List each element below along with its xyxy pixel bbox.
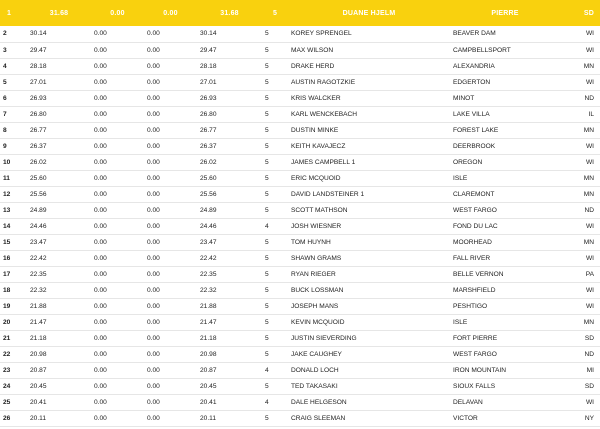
rank-cell: 17 bbox=[0, 266, 27, 282]
score-1-cell: 26.93 bbox=[27, 90, 91, 106]
rank-cell: 26 bbox=[0, 410, 27, 426]
score-1-cell: 29.47 bbox=[27, 42, 91, 58]
total-cell: 21.88 bbox=[197, 298, 262, 314]
state-cell: MN bbox=[560, 314, 600, 330]
state-cell: MN bbox=[560, 186, 600, 202]
state-cell: IL bbox=[560, 106, 600, 122]
events-cell: 5 bbox=[262, 90, 288, 106]
table-row bbox=[0, 26, 600, 42]
score-3-cell: 0.00 bbox=[144, 394, 197, 410]
score-1-cell: 25.56 bbox=[27, 186, 91, 202]
score-2-cell: 0.00 bbox=[91, 298, 144, 314]
angler-name-cell: JUSTIN SIEVERDING bbox=[288, 330, 450, 346]
angler-name-cell: JOSH WIESNER bbox=[288, 218, 450, 234]
score-1-cell: 24.46 bbox=[27, 218, 91, 234]
angler-name-cell: DAVID LANDSTEINER 1 bbox=[288, 186, 450, 202]
events-cell: 5 bbox=[262, 378, 288, 394]
state-cell: ND bbox=[560, 202, 600, 218]
score-3-cell: 0.00 bbox=[144, 330, 197, 346]
rank-cell: 19 bbox=[0, 298, 27, 314]
city-cell: VICTOR bbox=[450, 410, 560, 426]
rank-cell: 25 bbox=[0, 394, 27, 410]
angler-name-cell: KEVIN MCQUOID bbox=[288, 314, 450, 330]
score-1-cell: 21.88 bbox=[27, 298, 91, 314]
city-cell: WEST FARGO bbox=[450, 346, 560, 362]
angler-name-cell: ERIC MCQUOID bbox=[288, 170, 450, 186]
table-row bbox=[0, 282, 600, 298]
state-cell: SD bbox=[560, 378, 600, 394]
state-cell: WI bbox=[560, 282, 600, 298]
score-3-cell: 0.00 bbox=[144, 202, 197, 218]
table-row bbox=[0, 170, 600, 186]
score-3-cell: 0.00 bbox=[144, 218, 197, 234]
table-row bbox=[0, 346, 600, 362]
table-row bbox=[0, 330, 600, 346]
events-cell: 4 bbox=[262, 218, 288, 234]
table-row bbox=[0, 122, 600, 138]
score-3-cell: 0.00 bbox=[144, 298, 197, 314]
score-1-cell: 20.87 bbox=[27, 362, 91, 378]
score-2-cell: 0.00 bbox=[91, 282, 144, 298]
angler-name-cell: RYAN RIEGER bbox=[288, 266, 450, 282]
state-cell: WI bbox=[560, 42, 600, 58]
score-3-cell: 0.00 bbox=[144, 0, 197, 26]
events-cell: 5 bbox=[262, 330, 288, 346]
total-cell: 20.45 bbox=[197, 378, 262, 394]
angler-name-cell: DUANE HJELM bbox=[288, 0, 450, 26]
total-cell: 22.42 bbox=[197, 250, 262, 266]
rank-cell: 10 bbox=[0, 154, 27, 170]
score-3-cell: 0.00 bbox=[144, 154, 197, 170]
angler-name-cell: TOM HUYNH bbox=[288, 234, 450, 250]
score-3-cell: 0.00 bbox=[144, 138, 197, 154]
score-2-cell: 0.00 bbox=[91, 74, 144, 90]
score-3-cell: 0.00 bbox=[144, 26, 197, 42]
score-2-cell: 0.00 bbox=[91, 314, 144, 330]
score-3-cell: 0.00 bbox=[144, 106, 197, 122]
angler-name-cell: DONALD LOCH bbox=[288, 362, 450, 378]
score-2-cell: 0.00 bbox=[91, 330, 144, 346]
score-2-cell: 0.00 bbox=[91, 234, 144, 250]
angler-name-cell: DALE HELGESON bbox=[288, 394, 450, 410]
score-3-cell: 0.00 bbox=[144, 266, 197, 282]
score-2-cell: 0.00 bbox=[91, 154, 144, 170]
city-cell: ISLE bbox=[450, 170, 560, 186]
city-cell: ISLE bbox=[450, 314, 560, 330]
state-cell: WI bbox=[560, 298, 600, 314]
table-row bbox=[0, 410, 600, 426]
state-cell: SD bbox=[560, 0, 600, 26]
state-cell: WI bbox=[560, 394, 600, 410]
score-2-cell: 0.00 bbox=[91, 42, 144, 58]
table-row bbox=[0, 74, 600, 90]
city-cell: BELLE VERNON bbox=[450, 266, 560, 282]
city-cell: WEST FARGO bbox=[450, 202, 560, 218]
score-1-cell: 22.32 bbox=[27, 282, 91, 298]
rank-cell: 4 bbox=[0, 58, 27, 74]
rank-cell: 24 bbox=[0, 378, 27, 394]
score-3-cell: 0.00 bbox=[144, 186, 197, 202]
table-row bbox=[0, 106, 600, 122]
city-cell: DELAVAN bbox=[450, 394, 560, 410]
angler-name-cell: BUCK LOSSMAN bbox=[288, 282, 450, 298]
state-cell: ND bbox=[560, 90, 600, 106]
score-2-cell: 0.00 bbox=[91, 0, 144, 26]
angler-name-cell: KEITH KAVAJECZ bbox=[288, 138, 450, 154]
score-1-cell: 20.11 bbox=[27, 410, 91, 426]
total-cell: 20.11 bbox=[197, 410, 262, 426]
score-1-cell: 20.41 bbox=[27, 394, 91, 410]
total-cell: 26.93 bbox=[197, 90, 262, 106]
state-cell: ND bbox=[560, 346, 600, 362]
score-1-cell: 30.14 bbox=[27, 26, 91, 42]
rank-cell: 12 bbox=[0, 186, 27, 202]
score-1-cell: 23.47 bbox=[27, 234, 91, 250]
angler-name-cell: CRAIG SLEEMAN bbox=[288, 410, 450, 426]
events-cell: 5 bbox=[262, 106, 288, 122]
events-cell: 5 bbox=[262, 266, 288, 282]
events-cell: 5 bbox=[262, 154, 288, 170]
score-2-cell: 0.00 bbox=[91, 106, 144, 122]
angler-name-cell: JAKE CAUGHEY bbox=[288, 346, 450, 362]
total-cell: 30.14 bbox=[197, 26, 262, 42]
score-2-cell: 0.00 bbox=[91, 218, 144, 234]
angler-name-cell: SCOTT MATHSON bbox=[288, 202, 450, 218]
total-cell: 31.68 bbox=[197, 0, 262, 26]
score-1-cell: 28.18 bbox=[27, 58, 91, 74]
rank-cell: 13 bbox=[0, 202, 27, 218]
events-cell: 5 bbox=[262, 122, 288, 138]
state-cell: SD bbox=[560, 330, 600, 346]
rank-cell: 14 bbox=[0, 218, 27, 234]
table-row bbox=[0, 138, 600, 154]
rank-cell: 3 bbox=[0, 42, 27, 58]
table-row bbox=[0, 154, 600, 170]
score-1-cell: 22.42 bbox=[27, 250, 91, 266]
state-cell: PA bbox=[560, 266, 600, 282]
rank-cell: 23 bbox=[0, 362, 27, 378]
state-cell: MI bbox=[560, 362, 600, 378]
score-2-cell: 0.00 bbox=[91, 170, 144, 186]
angler-name-cell: DUSTIN MINKE bbox=[288, 122, 450, 138]
state-cell: WI bbox=[560, 250, 600, 266]
rank-cell: 22 bbox=[0, 346, 27, 362]
rank-cell: 15 bbox=[0, 234, 27, 250]
events-cell: 5 bbox=[262, 0, 288, 26]
score-3-cell: 0.00 bbox=[144, 410, 197, 426]
rank-cell: 20 bbox=[0, 314, 27, 330]
state-cell: MN bbox=[560, 58, 600, 74]
score-2-cell: 0.00 bbox=[91, 266, 144, 282]
state-cell: MN bbox=[560, 122, 600, 138]
table-row bbox=[0, 42, 600, 58]
angler-name-cell: MAX WILSON bbox=[288, 42, 450, 58]
total-cell: 28.18 bbox=[197, 58, 262, 74]
rank-cell: 9 bbox=[0, 138, 27, 154]
score-2-cell: 0.00 bbox=[91, 122, 144, 138]
events-cell: 5 bbox=[262, 298, 288, 314]
city-cell: ALEXANDRIA bbox=[450, 58, 560, 74]
events-cell: 5 bbox=[262, 346, 288, 362]
score-3-cell: 0.00 bbox=[144, 122, 197, 138]
angler-name-cell: JOSEPH MANS bbox=[288, 298, 450, 314]
city-cell: FOND DU LAC bbox=[450, 218, 560, 234]
events-cell: 5 bbox=[262, 74, 288, 90]
events-cell: 5 bbox=[262, 138, 288, 154]
total-cell: 26.77 bbox=[197, 122, 262, 138]
total-cell: 25.56 bbox=[197, 186, 262, 202]
events-cell: 4 bbox=[262, 394, 288, 410]
score-3-cell: 0.00 bbox=[144, 74, 197, 90]
total-cell: 21.47 bbox=[197, 314, 262, 330]
events-cell: 5 bbox=[262, 42, 288, 58]
events-cell: 5 bbox=[262, 170, 288, 186]
score-1-cell: 22.35 bbox=[27, 266, 91, 282]
score-3-cell: 0.00 bbox=[144, 314, 197, 330]
table-row bbox=[0, 90, 600, 106]
score-3-cell: 0.00 bbox=[144, 362, 197, 378]
score-3-cell: 0.00 bbox=[144, 90, 197, 106]
city-cell: MARSHFIELD bbox=[450, 282, 560, 298]
total-cell: 20.87 bbox=[197, 362, 262, 378]
city-cell: CAMPBELLSPORT bbox=[450, 42, 560, 58]
rank-cell: 18 bbox=[0, 282, 27, 298]
table-row bbox=[0, 298, 600, 314]
score-3-cell: 0.00 bbox=[144, 346, 197, 362]
score-2-cell: 0.00 bbox=[91, 26, 144, 42]
table-row bbox=[0, 378, 600, 394]
score-2-cell: 0.00 bbox=[91, 346, 144, 362]
total-cell: 21.18 bbox=[197, 330, 262, 346]
city-cell: BEAVER DAM bbox=[450, 26, 560, 42]
table-row bbox=[0, 314, 600, 330]
total-cell: 29.47 bbox=[197, 42, 262, 58]
city-cell: FALL RIVER bbox=[450, 250, 560, 266]
table-row bbox=[0, 202, 600, 218]
total-cell: 22.35 bbox=[197, 266, 262, 282]
score-3-cell: 0.00 bbox=[144, 58, 197, 74]
score-1-cell: 26.02 bbox=[27, 154, 91, 170]
table-row bbox=[0, 218, 600, 234]
city-cell: CLAREMONT bbox=[450, 186, 560, 202]
rank-cell: 21 bbox=[0, 330, 27, 346]
city-cell: EDGERTON bbox=[450, 74, 560, 90]
score-1-cell: 24.89 bbox=[27, 202, 91, 218]
total-cell: 26.02 bbox=[197, 154, 262, 170]
total-cell: 26.37 bbox=[197, 138, 262, 154]
score-3-cell: 0.00 bbox=[144, 42, 197, 58]
table-row bbox=[0, 362, 600, 378]
score-2-cell: 0.00 bbox=[91, 250, 144, 266]
city-cell: FORT PIERRE bbox=[450, 330, 560, 346]
events-cell: 5 bbox=[262, 186, 288, 202]
events-cell: 5 bbox=[262, 26, 288, 42]
header-row bbox=[0, 0, 600, 26]
score-1-cell: 26.37 bbox=[27, 138, 91, 154]
events-cell: 5 bbox=[262, 410, 288, 426]
events-cell: 5 bbox=[262, 234, 288, 250]
state-cell: NY bbox=[560, 410, 600, 426]
table-row bbox=[0, 394, 600, 410]
angler-name-cell: KARL WENCKEBACH bbox=[288, 106, 450, 122]
score-1-cell: 31.68 bbox=[27, 0, 91, 26]
angler-name-cell: DRAKE HERD bbox=[288, 58, 450, 74]
score-2-cell: 0.00 bbox=[91, 138, 144, 154]
score-1-cell: 20.45 bbox=[27, 378, 91, 394]
score-2-cell: 0.00 bbox=[91, 378, 144, 394]
city-cell: PIERRE bbox=[450, 0, 560, 26]
angler-name-cell: JAMES CAMPBELL 1 bbox=[288, 154, 450, 170]
score-3-cell: 0.00 bbox=[144, 170, 197, 186]
score-2-cell: 0.00 bbox=[91, 410, 144, 426]
rank-cell: 8 bbox=[0, 122, 27, 138]
events-cell: 5 bbox=[262, 314, 288, 330]
score-2-cell: 0.00 bbox=[91, 58, 144, 74]
total-cell: 25.60 bbox=[197, 170, 262, 186]
events-cell: 5 bbox=[262, 250, 288, 266]
city-cell: IRON MOUNTAIN bbox=[450, 362, 560, 378]
score-1-cell: 21.18 bbox=[27, 330, 91, 346]
events-cell: 5 bbox=[262, 282, 288, 298]
state-cell: WI bbox=[560, 218, 600, 234]
score-2-cell: 0.00 bbox=[91, 394, 144, 410]
state-cell: WI bbox=[560, 74, 600, 90]
city-cell: MOORHEAD bbox=[450, 234, 560, 250]
score-1-cell: 27.01 bbox=[27, 74, 91, 90]
total-cell: 24.46 bbox=[197, 218, 262, 234]
total-cell: 22.32 bbox=[197, 282, 262, 298]
city-cell: FOREST LAKE bbox=[450, 122, 560, 138]
angler-name-cell: KOREY SPRENGEL bbox=[288, 26, 450, 42]
state-cell: WI bbox=[560, 138, 600, 154]
rank-cell: 1 bbox=[0, 0, 27, 26]
score-3-cell: 0.00 bbox=[144, 234, 197, 250]
score-2-cell: 0.00 bbox=[91, 186, 144, 202]
rank-cell: 11 bbox=[0, 170, 27, 186]
total-cell: 20.41 bbox=[197, 394, 262, 410]
score-2-cell: 0.00 bbox=[91, 202, 144, 218]
state-cell: WI bbox=[560, 154, 600, 170]
events-cell: 4 bbox=[262, 362, 288, 378]
table-row bbox=[0, 266, 600, 282]
angler-name-cell: SHAWN GRAMS bbox=[288, 250, 450, 266]
rank-cell: 6 bbox=[0, 90, 27, 106]
table-row bbox=[0, 58, 600, 74]
state-cell: WI bbox=[560, 26, 600, 42]
score-1-cell: 20.98 bbox=[27, 346, 91, 362]
rank-cell: 16 bbox=[0, 250, 27, 266]
city-cell: PESHTIGO bbox=[450, 298, 560, 314]
total-cell: 27.01 bbox=[197, 74, 262, 90]
rank-cell: 2 bbox=[0, 26, 27, 42]
score-2-cell: 0.00 bbox=[91, 90, 144, 106]
total-cell: 20.98 bbox=[197, 346, 262, 362]
state-cell: MN bbox=[560, 170, 600, 186]
score-3-cell: 0.00 bbox=[144, 282, 197, 298]
score-1-cell: 25.60 bbox=[27, 170, 91, 186]
total-cell: 23.47 bbox=[197, 234, 262, 250]
score-2-cell: 0.00 bbox=[91, 362, 144, 378]
angler-name-cell: TED TAKASAKI bbox=[288, 378, 450, 394]
city-cell: DEERBROOK bbox=[450, 138, 560, 154]
events-cell: 5 bbox=[262, 58, 288, 74]
score-1-cell: 26.80 bbox=[27, 106, 91, 122]
city-cell: SIOUX FALLS bbox=[450, 378, 560, 394]
score-3-cell: 0.00 bbox=[144, 378, 197, 394]
angler-name-cell: AUSTIN RAGOTZKIE bbox=[288, 74, 450, 90]
score-3-cell: 0.00 bbox=[144, 250, 197, 266]
total-cell: 26.80 bbox=[197, 106, 262, 122]
events-cell: 5 bbox=[262, 202, 288, 218]
table-row bbox=[0, 250, 600, 266]
state-cell: MN bbox=[560, 234, 600, 250]
city-cell: LAKE VILLA bbox=[450, 106, 560, 122]
city-cell: MINOT bbox=[450, 90, 560, 106]
score-1-cell: 21.47 bbox=[27, 314, 91, 330]
rank-cell: 7 bbox=[0, 106, 27, 122]
angler-name-cell: KRIS WALCKER bbox=[288, 90, 450, 106]
rank-cell: 5 bbox=[0, 74, 27, 90]
city-cell: OREGON bbox=[450, 154, 560, 170]
score-1-cell: 26.77 bbox=[27, 122, 91, 138]
table-row bbox=[0, 234, 600, 250]
table-row bbox=[0, 186, 600, 202]
total-cell: 24.89 bbox=[197, 202, 262, 218]
